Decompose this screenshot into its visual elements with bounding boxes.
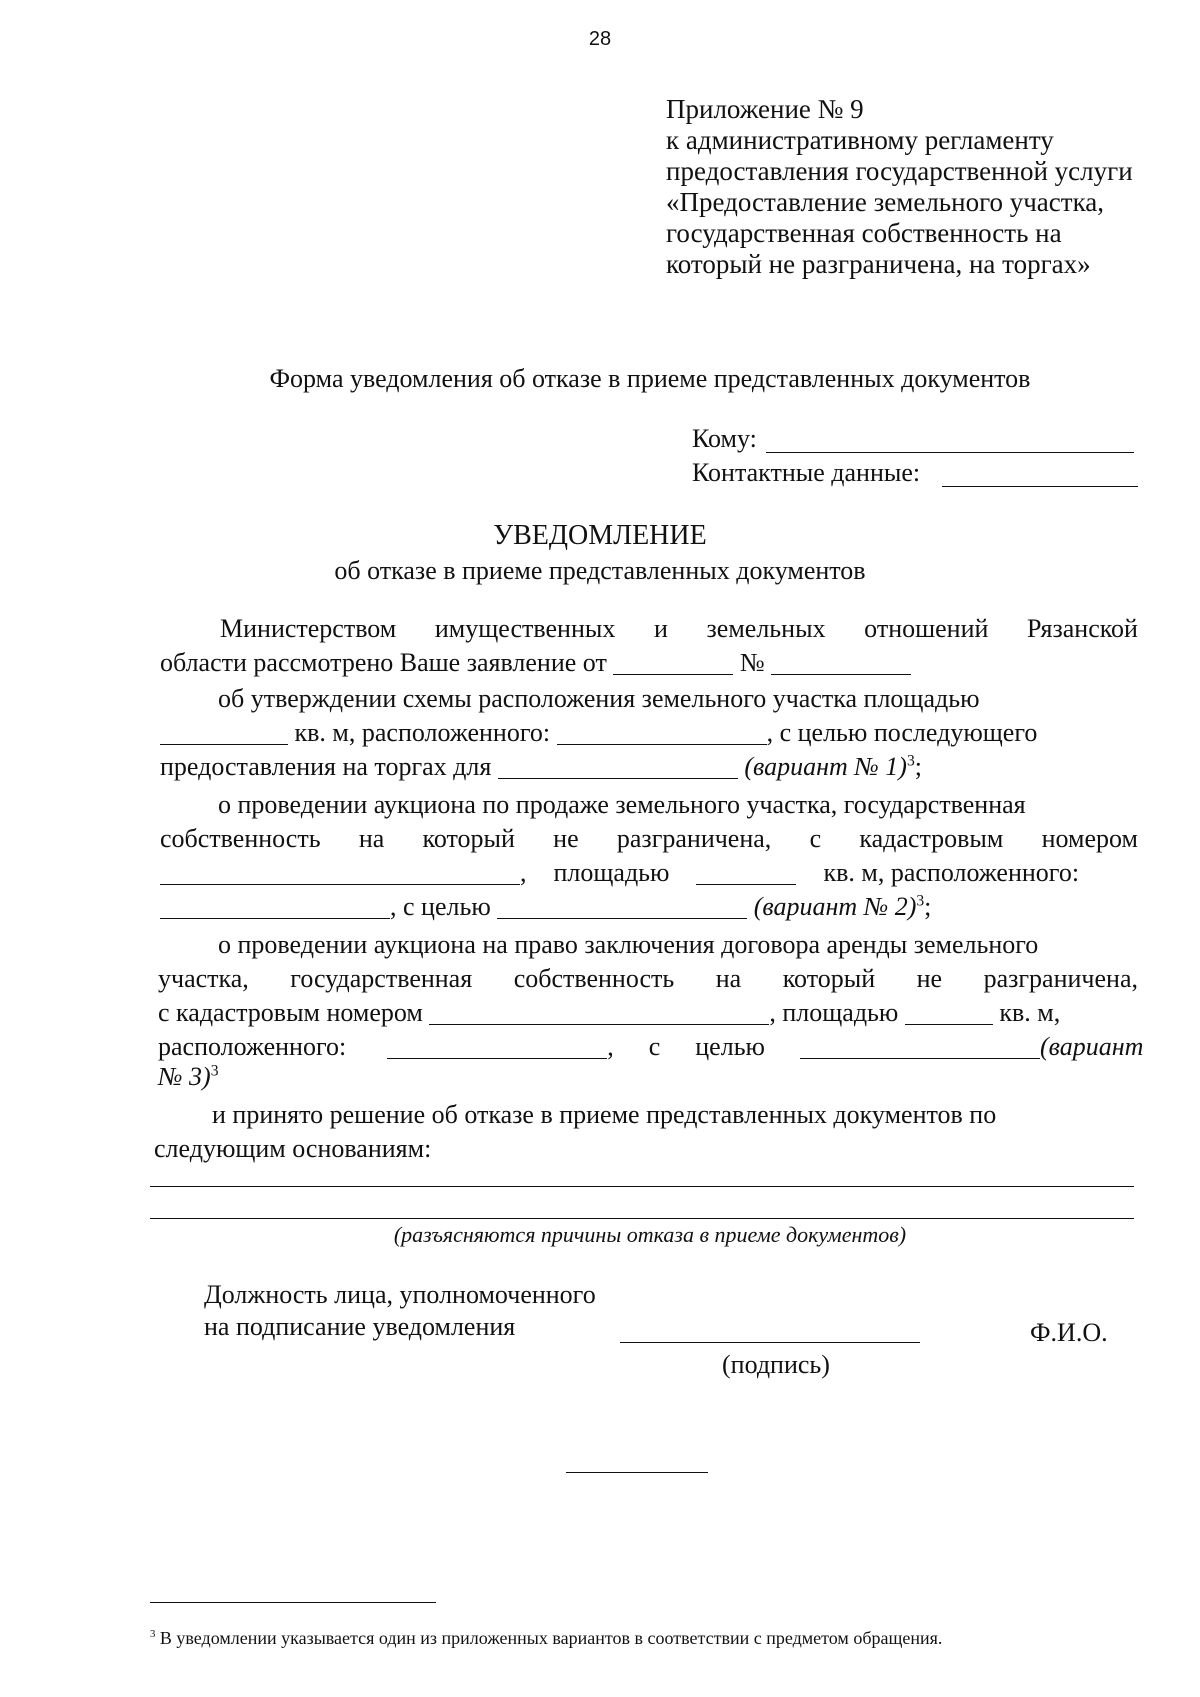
end-divider [566,1472,708,1473]
variant2-line-3: , площадью кв. м, расположенного: [160,858,1079,888]
appendix-line: государственная собственность на [666,218,1062,248]
variant3-line-4: расположенного: , с целью (вариант [158,1032,1144,1061]
decision-line-2: следующим основаниям: [154,1134,432,1163]
position-line-1: Должность лица, уполномоченного [204,1280,596,1309]
variant1-line-2: кв. м, расположенного: , с целью последующего [160,718,1037,748]
body-line-1: Министерством имущественных и земельных отношений Рязанской [220,614,1138,643]
notice-subtitle: об отказе в приеме представленных документов [334,556,866,585]
variant3-line-2: участка, государственная собственность на который не разграничена, [158,964,1138,993]
notice-title: УВЕДОМЛЕНИЕ [493,520,707,551]
appendix-block [666,94,1133,280]
appendix-line: Приложение № 9 [666,94,864,124]
form-title: Форма уведомления об отказе в приеме представленных документов [269,364,1031,393]
recipient-contacts-line [942,486,1138,487]
decision-line-1: и принято решение об отказе в приеме представленных документов по [212,1100,997,1129]
page-number: 28 [588,28,612,50]
recipient-to-label: Кому: [692,424,757,453]
variant1-line-3: предоставления на торгах для (вариант № 1)$^3$; [160,752,922,781]
reasons-caption: (разъясняются причины отказа в приеме документов) [393,1222,907,1247]
reasons-line-1 [150,1186,1134,1187]
footnote-separator [150,1602,436,1603]
application-number-blank [771,648,911,675]
position-line-2: на подписание уведомления [204,1312,516,1341]
appendix-line: к административному регламенту [666,125,1054,155]
variant2-line-2: собственность на который не разграничена, с кадастровым номером [160,824,1138,853]
appendix-line: который не разграничена, на торгах» [666,249,1091,279]
variant3-line-3: с кадастровым номером , площадью кв. м, [158,998,1061,1027]
recipient-contacts-label: Контактные данные: [692,458,921,487]
signature-line [620,1342,920,1343]
footnote: $^3$ В уведомлении указывается один из приложенных вариантов в соответствии с предметом обращения. [150,1628,943,1648]
fio-label: Ф.И.О. [1030,1318,1108,1347]
recipient-to-line [766,452,1134,453]
variant2-line-4: , с целью (вариант № 2)$^3$; [160,892,931,922]
reasons-line-2 [150,1218,1134,1219]
signature-caption: (подпись) [722,1350,830,1379]
variant2-line-1: о проведении аукциона по продаже земельного участка, государственная [218,790,1026,819]
variant3-line-5: № 3)$^3$ [158,1062,219,1091]
application-date-blank [613,648,733,675]
appendix-line: «Предоставление земельного участка, [666,187,1105,217]
body-line-2: области рассмотрено Ваше заявление от № [160,648,911,678]
variant1-line-1: об утверждении схемы расположения земельного участка площадью [218,684,980,713]
variant3-line-1: о проведении аукциона на право заключения договора аренды земельного [218,930,1039,959]
appendix-line: предоставления государственной услуги [666,156,1133,186]
